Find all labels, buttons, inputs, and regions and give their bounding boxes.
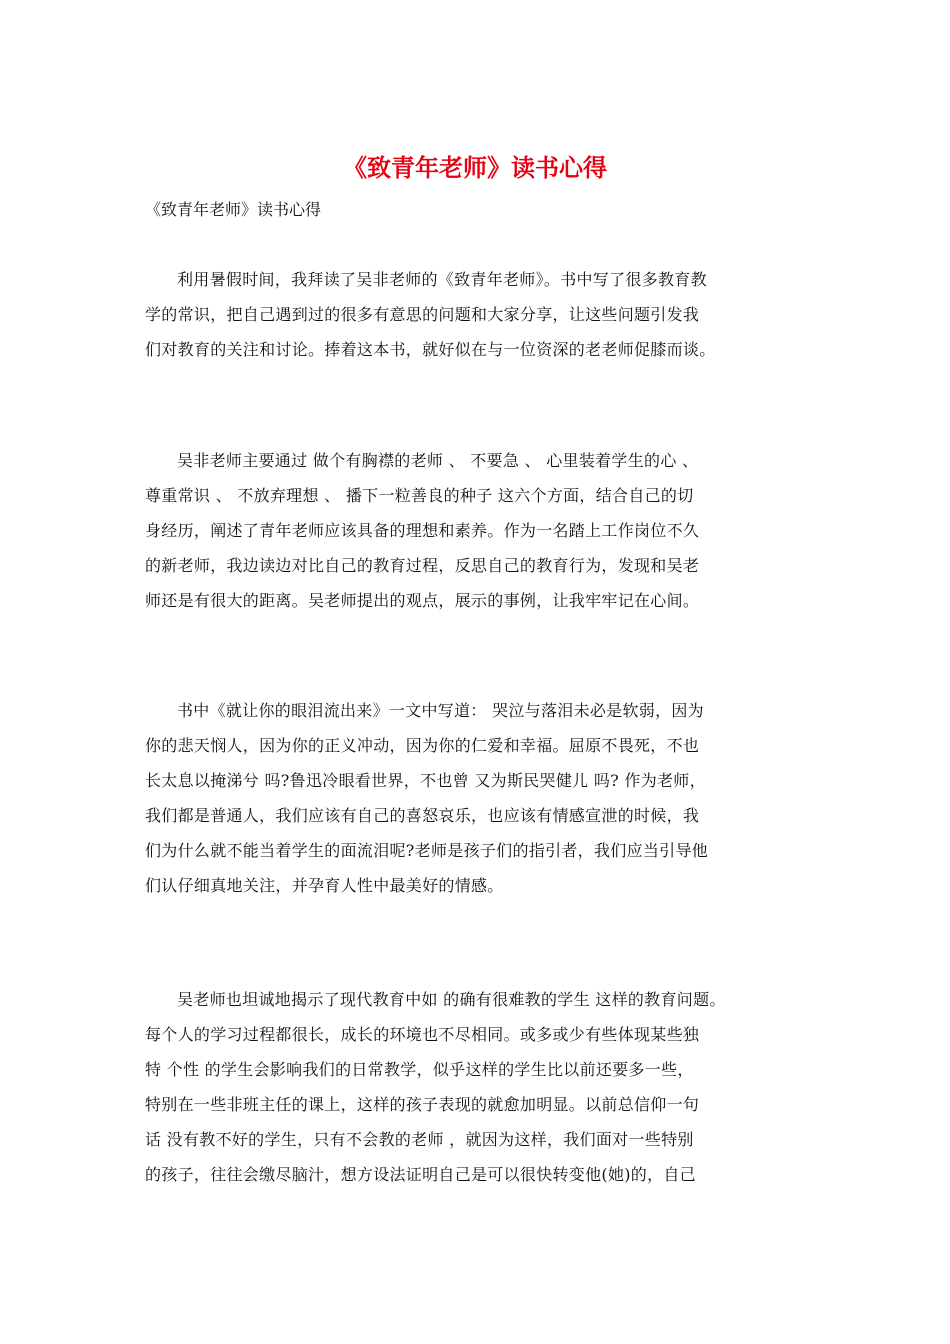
paragraph-line: 我们都是普通人，我们应该有自己的喜怒哀乐，也应该有情感宣泄的时候，我	[145, 806, 700, 825]
paragraph-line: 们对教育的关注和讨论。捧着这本书，就好似在与一位资深的老老师促膝而谈。	[145, 340, 716, 359]
paragraph-line: 身经历，阐述了青年老师应该具备的理想和素养。作为一名踏上工作岗位不久	[145, 521, 700, 540]
paragraph-line: 们认仔细真地关注，并孕育人性中最美好的情感。	[145, 876, 504, 895]
paragraph-line: 特 个性 的学生会影响我们的日常教学，似乎这样的学生比以前还要多一些，	[145, 1060, 694, 1079]
paragraph	[145, 982, 825, 1192]
paragraph-line: 书中《就让你的眼泪流出来》一文中写道： 哭泣与落泪未必是软弱，因为	[177, 701, 704, 720]
paragraph-line: 尊重常识 、 不放弃理想 、 播下一粒善良的种子 这六个方面，结合自己的切	[145, 486, 694, 505]
paragraph-line: 话 没有教不好的学生，只有不会教的老师 ，就因为这样，我们面对一些特别	[145, 1130, 694, 1149]
paragraph	[145, 262, 825, 367]
paragraph-line: 学的常识，把自己遇到过的很多有意思的问题和大家分享，让这些问题引发我	[145, 305, 700, 324]
paragraph	[145, 693, 825, 903]
document-subtitle: 《致青年老师》读书心得	[145, 200, 322, 219]
paragraph	[145, 443, 825, 618]
paragraph-line: 们为什么就不能当着学生的面流泪呢?老师是孩子们的指引者，我们应当引导他	[145, 841, 709, 860]
paragraph-line: 的新老师，我边读边对比自己的教育过程，反思自己的教育行为，发现和吴老	[145, 556, 700, 575]
paragraph-line: 你的悲天悯人，因为你的正义冲动，因为你的仁爱和幸福。屈原不畏死，不也	[145, 736, 700, 755]
paragraph-line: 的孩子，往往会缴尽脑汁，想方设法证明自己是可以很快转变他(她)的，自己	[145, 1165, 696, 1184]
paragraph-line: 吴非老师主要通过 做个有胸襟的老师 、 不要急 、 心里装着学生的心 、	[177, 451, 699, 470]
paragraph-line: 长太息以掩涕兮 吗?鲁迅冷眼看世界，不也曾 又为斯民哭健儿 吗? 作为老师，	[145, 771, 706, 790]
paragraph-line: 特别在一些非班主任的课上，这样的孩子表现的就愈加明显。以前总信仰一句	[145, 1095, 700, 1114]
paragraph-line: 师还是有很大的距离。吴老师提出的观点，展示的事例，让我牢牢记在心间。	[145, 591, 700, 610]
document-title: 《致青年老师》读书心得	[343, 153, 607, 182]
paragraph-line: 利用暑假时间，我拜读了吴非老师的《致青年老师》。书中写了很多教育教	[177, 270, 707, 289]
paragraph-line: 每个人的学习过程都很长，成长的环境也不尽相同。或多或少有些体现某些独	[145, 1025, 700, 1044]
paragraph-line: 吴老师也坦诚地揭示了现代教育中如 的确有很难教的学生 这样的教育问题。	[177, 990, 726, 1009]
